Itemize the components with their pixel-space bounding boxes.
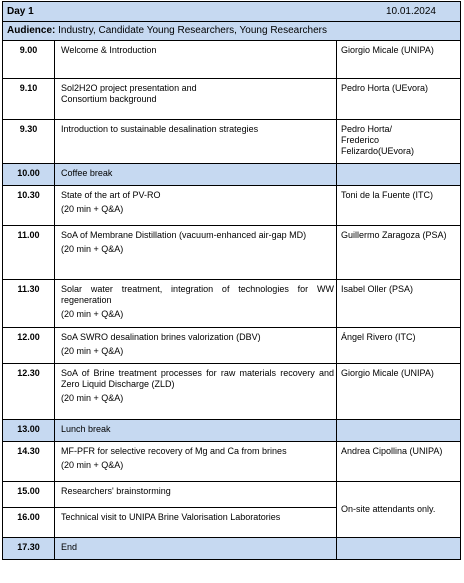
break-row (3, 420, 461, 442)
audience-cell (3, 22, 461, 41)
speaker-cell: Giorgio Micale (UNIPA) (337, 364, 461, 420)
speaker-cell: Isabel Oller (PSA) (337, 280, 461, 328)
session-cell (55, 226, 337, 280)
audience-text: Industry, Candidate Young Researchers, Young Researchers (55, 25, 328, 36)
day-header-row (3, 2, 461, 22)
speaker-cell (337, 420, 461, 442)
session-line: Sol2H2O project presentation and (61, 83, 197, 93)
session-note: (20 min + Q&A) (61, 204, 124, 214)
session-cell (55, 280, 337, 328)
speaker-cell (337, 164, 461, 186)
time-cell: 10.30 (3, 186, 55, 226)
session-cell: Technical visit to UNIPA Brine Valorisation Laboratories (55, 508, 337, 538)
speaker-line: Felizardo(UEvora) (341, 146, 415, 156)
agenda-row (3, 226, 461, 280)
speaker-line: Pedro Horta/ (341, 124, 393, 134)
agenda-row (3, 364, 461, 420)
time-cell: 9.10 (3, 79, 55, 120)
speaker-cell: Guillermo Zaragoza (PSA) (337, 226, 461, 280)
time-cell: 9.00 (3, 41, 55, 79)
time-cell: 11.30 (3, 280, 55, 328)
speaker-cell: Toni de la Fuente (ITC) (337, 186, 461, 226)
session-cell (55, 186, 337, 226)
agenda-row (3, 482, 461, 508)
audience-row (3, 22, 461, 41)
session-note: (20 min + Q&A) (61, 309, 124, 319)
agenda-row (3, 41, 461, 79)
session-cell: Coffee break (55, 164, 337, 186)
session-title: SoA of Brine treatment processes for raw materials recovery and Zero Liquid Discharge (ZLD) (61, 368, 334, 389)
time-cell: 12.00 (3, 328, 55, 364)
session-title: Solar water treatment, integration of technologies for WW regeneration (61, 284, 334, 305)
time-cell: 13.00 (3, 420, 55, 442)
session-title: State of the art of PV-RO (61, 190, 161, 200)
agenda-table (2, 1, 461, 560)
speaker-cell (337, 538, 461, 560)
agenda-row (3, 442, 461, 482)
session-cell: Researchers' brainstorming (55, 482, 337, 508)
session-note: (20 min + Q&A) (61, 346, 124, 356)
session-note: (20 min + Q&A) (61, 244, 124, 254)
time-cell: 12.30 (3, 364, 55, 420)
session-title: SoA of Membrane Distillation (vacuum-enhanced air-gap MD) (61, 230, 307, 240)
agenda-row (3, 280, 461, 328)
speaker-cell (337, 120, 461, 164)
speaker-line: Frederico (341, 135, 380, 145)
agenda-row (3, 328, 461, 364)
time-cell: 9.30 (3, 120, 55, 164)
agenda-row (3, 120, 461, 164)
session-cell: Lunch break (55, 420, 337, 442)
session-cell: Welcome & Introduction (55, 41, 337, 79)
agenda-row (3, 79, 461, 120)
time-cell: 15.00 (3, 482, 55, 508)
speaker-cell: Andrea Cipollina (UNIPA) (337, 442, 461, 482)
break-row (3, 164, 461, 186)
session-title: MF-PFR for selective recovery of Mg and Ca from brines (61, 446, 287, 456)
time-cell: 16.00 (3, 508, 55, 538)
time-cell: 10.00 (3, 164, 55, 186)
break-row (3, 538, 461, 560)
day-label: Day 1 (7, 6, 34, 17)
audience-label: Audience: (7, 25, 56, 36)
session-title: SoA SWRO desalination brines valorization (DBV) (61, 332, 261, 342)
speaker-cell: Giorgio Micale (UNIPA) (337, 41, 461, 79)
session-cell (55, 79, 337, 120)
speaker-cell: On-site attendants only. (337, 482, 461, 538)
speaker-cell: Ángel Rivero (ITC) (337, 328, 461, 364)
session-cell: End (55, 538, 337, 560)
time-cell: 14.30 (3, 442, 55, 482)
day-header-cell (3, 2, 461, 22)
agenda-row (3, 186, 461, 226)
session-note: (20 min + Q&A) (61, 393, 124, 403)
speaker-cell: Pedro Horta (UEvora) (337, 79, 461, 120)
time-cell: 17.30 (3, 538, 55, 560)
session-line: Consortium background (61, 94, 157, 104)
session-cell: Introduction to sustainable desalination strategies (55, 120, 337, 164)
session-note: (20 min + Q&A) (61, 460, 124, 470)
session-cell (55, 442, 337, 482)
time-cell: 11.00 (3, 226, 55, 280)
session-cell (55, 328, 337, 364)
day-date: 10.01.2024 (385, 6, 436, 17)
session-cell (55, 364, 337, 420)
